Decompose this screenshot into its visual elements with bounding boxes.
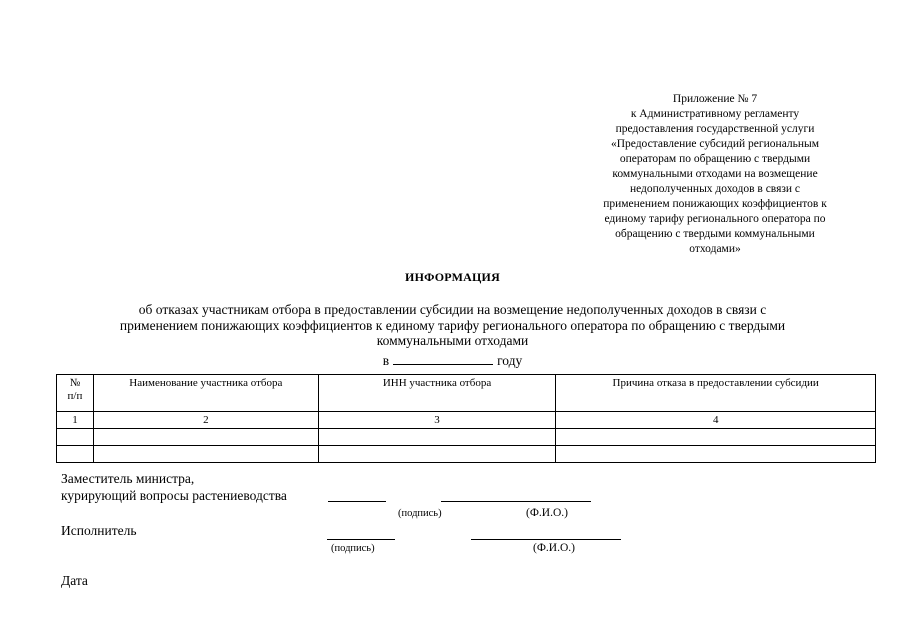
table-cell[interactable] bbox=[556, 446, 876, 463]
executor-name-caption: (Ф.И.О.) bbox=[533, 542, 575, 554]
date-label: Дата bbox=[61, 573, 88, 588]
appendix-line: предоставления государственной услуги bbox=[615, 123, 815, 135]
deputy-minister-label: Заместитель министра, bbox=[61, 471, 195, 486]
appendix-line: обращению с твердыми коммунальными bbox=[615, 228, 815, 240]
appendix-line: недополученных доходов в связи с bbox=[629, 183, 801, 195]
table-cell[interactable] bbox=[93, 446, 318, 463]
refusals-table bbox=[56, 374, 876, 463]
table-cell[interactable] bbox=[318, 446, 556, 463]
header-refusal-reason: Причина отказа в предоставлении субсидии bbox=[556, 375, 876, 412]
header-inn: ИНН участника отбора bbox=[318, 375, 556, 412]
year-line bbox=[0, 353, 905, 369]
appendix-line: применением понижающих коэффициентов к bbox=[603, 198, 827, 210]
appendix-line: коммунальными отходами на возмещение bbox=[612, 168, 818, 180]
deputy-name-line bbox=[441, 501, 591, 502]
appendix-line: к Административному регламенту bbox=[630, 108, 800, 120]
table-cell[interactable] bbox=[57, 429, 94, 446]
table-header-row bbox=[57, 375, 876, 412]
document-subtitle bbox=[40, 302, 865, 349]
deputy-name-caption: (Ф.И.О.) bbox=[526, 507, 568, 519]
subtitle-line: об отказах участникам отбора в предоставлении субсидии на возмещение недополученных доходов в связи с bbox=[138, 302, 767, 317]
table-cell[interactable] bbox=[556, 429, 876, 446]
table-number-row bbox=[57, 412, 876, 429]
subtitle-line: коммунальными отходами bbox=[376, 333, 529, 348]
subtitle-line: применением понижающих коэффициентов к единому тарифу регионального оператора по обращению с твердыми bbox=[119, 317, 786, 333]
table-cell[interactable] bbox=[93, 429, 318, 446]
year-suffix: году bbox=[497, 353, 523, 368]
table-cell[interactable] bbox=[57, 446, 94, 463]
document-title: ИНФОРМАЦИЯ bbox=[405, 270, 500, 284]
appendix-line: «Предоставление субсидий региональным bbox=[610, 138, 820, 150]
header-participant-name: Наименование участника отбора bbox=[93, 375, 318, 412]
executor-name-line bbox=[471, 539, 621, 540]
table-row bbox=[57, 429, 876, 446]
column-number: 4 bbox=[556, 412, 876, 429]
column-number: 3 bbox=[318, 412, 556, 429]
header-number: № п/п bbox=[57, 375, 94, 412]
deputy-signature-line bbox=[328, 501, 386, 502]
appendix-line: единому тарифу регионального оператора по bbox=[604, 213, 826, 225]
year-prefix: в bbox=[382, 353, 390, 368]
executor-label: Исполнитель bbox=[61, 523, 137, 538]
executor-signature-caption: (подпись) bbox=[331, 543, 375, 554]
appendix-block bbox=[580, 92, 850, 257]
appendix-line: Приложение № 7 bbox=[672, 93, 758, 105]
column-number: 1 bbox=[57, 412, 94, 429]
year-blank-field bbox=[393, 353, 493, 365]
deputy-signature-caption: (подпись) bbox=[398, 508, 442, 519]
deputy-minister-label-cont: курирующий вопросы растениеводства bbox=[61, 488, 287, 503]
column-number: 2 bbox=[93, 412, 318, 429]
table-row bbox=[57, 446, 876, 463]
executor-signature-line bbox=[327, 539, 395, 540]
table-cell[interactable] bbox=[318, 429, 556, 446]
appendix-line: операторам по обращению с твердыми bbox=[619, 153, 811, 165]
appendix-line: отходами» bbox=[689, 243, 741, 255]
